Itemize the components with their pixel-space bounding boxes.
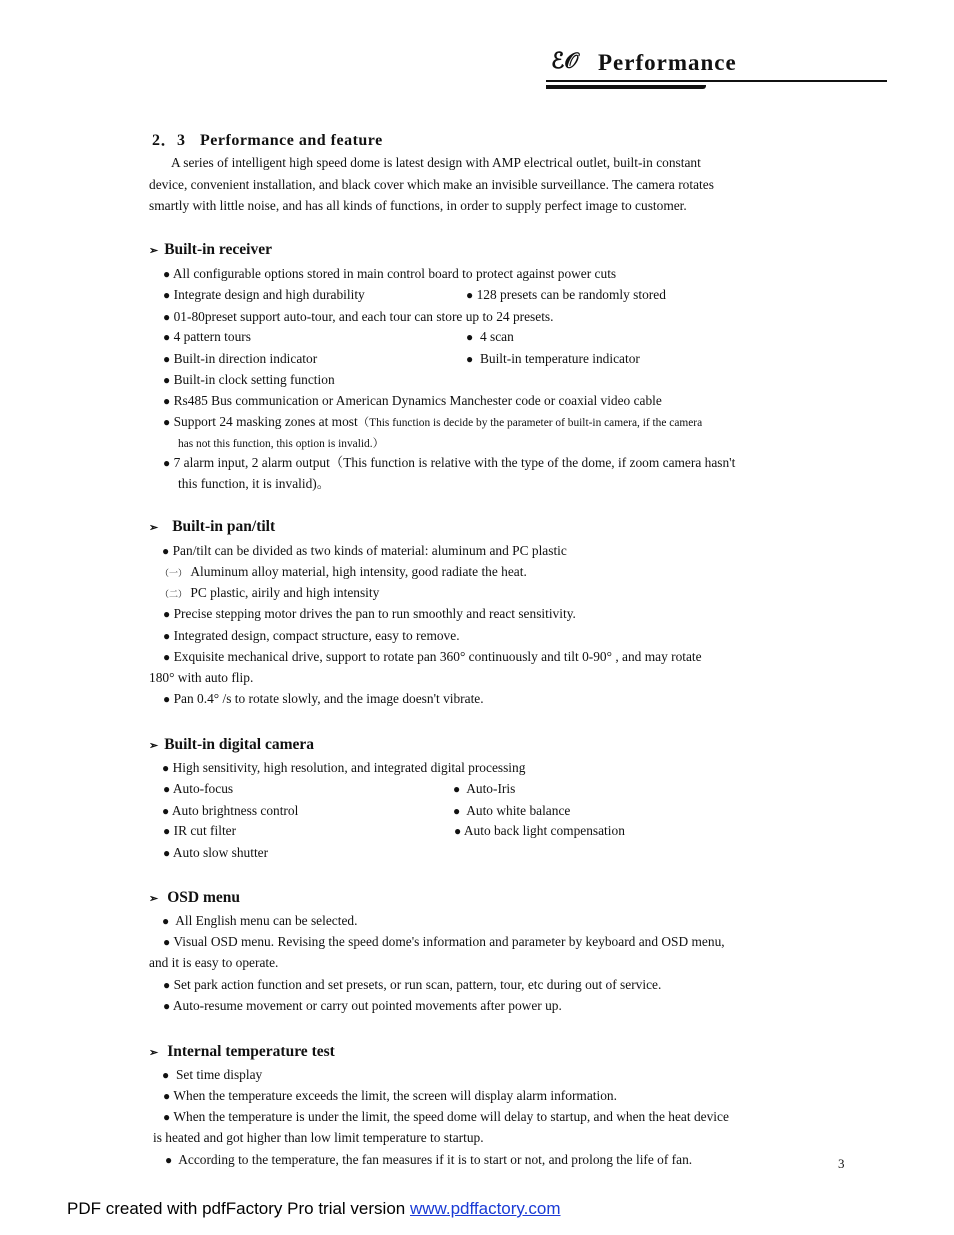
- list-item-text: Built-in direction indicator: [173, 351, 318, 366]
- list-item: [163, 998, 562, 1014]
- header-rule: [546, 80, 887, 82]
- list-item: [163, 606, 576, 622]
- bullet-icon: ●: [163, 629, 171, 643]
- list-item: [163, 414, 702, 431]
- list-item: [163, 781, 233, 797]
- list-marker: （二）: [160, 589, 188, 599]
- list-item-text: 01-80preset support auto-tour, and each tour can store up to 24 presets.: [173, 309, 554, 324]
- list-item-text: When the temperature is under the limit, the speed dome will delay to startup, and when the heat device: [173, 1109, 729, 1124]
- list-item-text: Auto back light compensation: [463, 823, 625, 838]
- bullet-icon: ●: [163, 288, 171, 302]
- bullet-icon: ●: [163, 352, 171, 366]
- list-item: [162, 913, 357, 929]
- intro-line-1: A series of intelligent high speed dome is latest design with AMP electrical outlet, built-in constant: [171, 155, 701, 170]
- bullet-icon: ●: [454, 824, 462, 838]
- arrow-icon: ➢: [149, 740, 159, 752]
- list-item-text: Auto-Iris: [466, 781, 516, 796]
- bullet-icon: ●: [165, 1153, 173, 1167]
- list-item-text: Auto-focus: [172, 781, 234, 796]
- list-item-text: All English menu can be selected.: [175, 913, 358, 928]
- bullet-icon: ●: [162, 1068, 170, 1082]
- list-item: [163, 266, 616, 282]
- list-item: [466, 287, 666, 303]
- bullet-icon: ●: [453, 782, 461, 796]
- arrow-icon: ➢: [149, 893, 159, 905]
- bullet-icon: ●: [162, 761, 170, 775]
- list-item: [162, 543, 567, 559]
- list-item-text: 7 alarm input, 2 alarm output（This function is relative with the type of the dome, if zoom camera hasn't: [173, 455, 736, 470]
- list-item-text: High sensitivity, high resolution, and integrated digital processing: [172, 760, 526, 775]
- list-item: [466, 351, 640, 367]
- section-number: 2．3: [152, 132, 186, 149]
- bullet-icon: ●: [162, 804, 170, 818]
- list-item-text: When the temperature exceeds the limit, the screen will display alarm information.: [173, 1088, 617, 1103]
- list-item-text: 4 scan: [479, 329, 514, 344]
- list-item-text: PC plastic, airily and high intensity: [190, 585, 380, 600]
- list-item: [163, 691, 484, 707]
- bullet-icon: ●: [163, 1110, 171, 1124]
- bullet-icon: ●: [466, 330, 474, 344]
- arrow-icon: ➢: [149, 522, 159, 534]
- bullet-icon: ●: [163, 846, 171, 860]
- section-title: Performance and feature: [200, 132, 383, 149]
- list-item-continued: is heated and got higher than low limit temperature to startup.: [153, 1130, 484, 1145]
- receiver-heading: [149, 241, 272, 259]
- list-item: [162, 803, 298, 819]
- list-item: [163, 329, 251, 345]
- list-item-text: All configurable options stored in main control board to protect against power cuts: [172, 266, 617, 281]
- list-item-text: 4 pattern tours: [173, 329, 251, 344]
- list-item: [453, 803, 570, 819]
- bullet-icon: ●: [163, 978, 171, 992]
- list-item: [163, 393, 662, 409]
- bullet-icon: ●: [163, 824, 171, 838]
- list-item: [163, 977, 661, 993]
- list-item-text: IR cut filter: [173, 823, 237, 838]
- list-item: [163, 372, 335, 388]
- arrow-icon: ➢: [149, 1047, 159, 1059]
- list-item-text: 128 presets can be randomly stored: [476, 287, 666, 302]
- list-item-text: Rs485 Bus communication or American Dynamics Manchester code or coaxial video cable: [173, 393, 662, 408]
- list-item-note: （This function is decide by the parameter of built-in camera, if the camera: [357, 417, 703, 429]
- page-number: 3: [838, 1156, 845, 1171]
- list-item: [454, 823, 625, 839]
- list-item: [163, 309, 553, 325]
- list-item: [163, 845, 268, 861]
- bullet-icon: ●: [163, 1089, 171, 1103]
- list-item-text: According to the temperature, the fan measures if it is to start or not, and prolong the life of fan.: [178, 1152, 693, 1167]
- list-item-text: Auto brightness control: [171, 803, 299, 818]
- osd-heading: [149, 889, 240, 907]
- pantilt-heading-text: Built-in pan/tilt: [172, 518, 276, 535]
- temp-heading-text: Internal temperature test: [167, 1043, 335, 1060]
- receiver-heading-text: Built-in receiver: [164, 241, 272, 258]
- list-item-note: has not this function, this option is invalid.）: [178, 438, 384, 450]
- bullet-icon: ●: [162, 914, 170, 928]
- bullet-icon: ●: [163, 456, 171, 470]
- osd-heading-text: OSD menu: [167, 889, 240, 906]
- footer-text: PDF created with pdfFactory Pro trial version: [67, 1199, 410, 1218]
- list-item-continued: and it is easy to operate.: [149, 955, 279, 970]
- list-item: [163, 351, 317, 367]
- list-item: [453, 781, 515, 797]
- list-item-continued: 180° with auto flip.: [149, 670, 254, 685]
- bullet-icon: ●: [163, 782, 171, 796]
- list-item-text: Pan/tilt can be divided as two kinds of material: aluminum and PC plastic: [172, 543, 567, 558]
- list-item-text: Precise stepping motor drives the pan to run smoothly and react sensitivity.: [173, 606, 576, 621]
- bullet-icon: ●: [163, 267, 171, 281]
- list-item: [163, 1088, 617, 1104]
- bullet-icon: ●: [163, 607, 171, 621]
- bullet-icon: ●: [163, 650, 171, 664]
- bullet-icon: ●: [163, 415, 171, 429]
- header-title: Performance: [598, 50, 737, 75]
- list-item: [163, 628, 460, 644]
- list-item-text: Auto slow shutter: [172, 845, 269, 860]
- camera-heading: [149, 736, 314, 754]
- list-item: [163, 649, 702, 665]
- list-item: [160, 564, 527, 581]
- list-item: [162, 760, 525, 776]
- intro-line-2: device, convenient installation, and black cover which make an invisible surveillance. The camera rotates: [149, 177, 714, 192]
- camera-heading-text: Built-in digital camera: [164, 736, 315, 753]
- arrow-icon: ➢: [149, 245, 159, 257]
- header-logo: ℰ𝒪: [551, 48, 579, 73]
- bullet-icon: ●: [163, 310, 171, 324]
- list-item-text: Built-in clock setting function: [173, 372, 335, 387]
- pdf-footer: [67, 1199, 561, 1219]
- list-item-text: Auto-resume movement or carry out pointed movements after power up.: [172, 998, 562, 1013]
- list-item: [163, 287, 365, 303]
- list-item-text: Exquisite mechanical drive, support to rotate pan 360° continuously and tilt 0-90° , and may rotate: [173, 649, 702, 664]
- bullet-icon: ●: [163, 394, 171, 408]
- temp-heading: [149, 1043, 335, 1061]
- bullet-icon: ●: [162, 544, 170, 558]
- intro-line-3: smartly with little noise, and has all kinds of functions, in order to supply perfect image to customer.: [149, 198, 687, 213]
- bullet-icon: ●: [163, 999, 171, 1013]
- list-item: [162, 1067, 262, 1083]
- footer-link[interactable]: www.pdffactory.com: [409, 1199, 561, 1218]
- list-item-text: Integrate design and high durability: [173, 287, 365, 302]
- list-item-continued: this function, it is invalid)。: [178, 476, 331, 491]
- bullet-icon: ●: [163, 373, 171, 387]
- list-item-text: Aluminum alloy material, high intensity, good radiate the heat.: [190, 564, 527, 579]
- bullet-icon: ●: [163, 692, 171, 706]
- list-item-text: Support 24 masking zones at most: [173, 414, 358, 429]
- list-marker: （一）: [160, 568, 188, 578]
- list-item-text: Set park action function and set presets, or run scan, pattern, tour, etc during out of service.: [173, 977, 662, 992]
- pantilt-heading: [149, 518, 275, 536]
- bullet-icon: ●: [466, 352, 474, 366]
- list-item: [466, 329, 514, 345]
- list-item-text: Set time display: [175, 1067, 263, 1082]
- list-item: [160, 585, 379, 602]
- bullet-icon: ●: [163, 935, 171, 949]
- section-heading: [152, 127, 383, 150]
- list-item-text: Pan 0.4° /s to rotate slowly, and the image doesn't vibrate.: [173, 691, 484, 706]
- list-item: [163, 455, 735, 471]
- list-item: [163, 823, 236, 839]
- list-item: [165, 1152, 692, 1168]
- list-item-text: Integrated design, compact structure, easy to remove.: [173, 628, 460, 643]
- list-item-text: Built-in temperature indicator: [479, 351, 640, 366]
- bullet-icon: ●: [453, 804, 461, 818]
- bullet-icon: ●: [163, 330, 171, 344]
- list-item: [163, 1109, 729, 1125]
- bullet-icon: ●: [466, 288, 474, 302]
- list-item-text: Auto white balance: [466, 803, 571, 818]
- list-item: [163, 934, 725, 950]
- list-item-text: Visual OSD menu. Revising the speed dome's information and parameter by keyboard and OSD menu,: [173, 934, 725, 949]
- header-rule-accent: [546, 85, 706, 89]
